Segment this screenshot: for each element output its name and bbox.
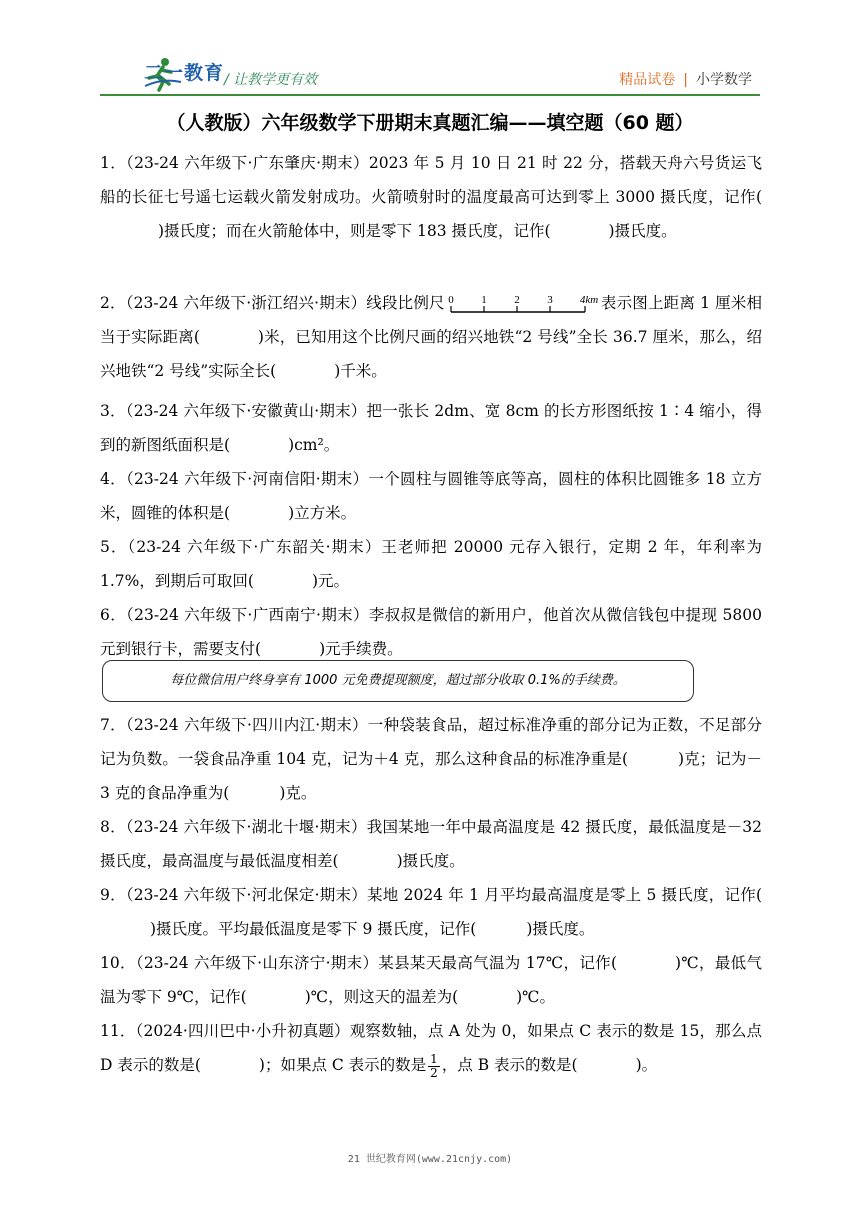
q7-text-b: )克；记为－3 克的食品净重为( <box>100 750 762 802</box>
q9-text-a: 9．（23-24 六年级下·河北保定·期末）某地 2024 年 1 月平均最高温度是零上 5 摄氏度，记作( <box>100 886 762 904</box>
q10-text-a: 10．（23-24 六年级下·山东济宁·期末）某县某天最高气温为 17℃，记作( <box>100 954 618 972</box>
question-7 <box>100 708 762 810</box>
scale-label: 0 <box>447 294 454 306</box>
q4-text-a: 4．（23-24 六年级下·河南信阳·期末）一个圆柱与圆锥等底等高，圆柱的体积比圆锥多 18 立方米，圆锥的体积是( <box>100 470 762 522</box>
question-1 <box>100 146 762 248</box>
slogan: / 让教学更有效 <box>224 72 318 88</box>
page-title: （人教版）六年级数学下册期末真题汇编——填空题（60 题） <box>166 112 694 134</box>
q7-text-a: 7．（23-24 六年级下·四川内江·期末）一种袋装食品，超过标准净重的部分记为正数，不足部分记为负数。一袋食品净重 104 克，记为＋4 克，那么这种食品的标准净重是( <box>100 716 762 768</box>
header-separator: | <box>683 72 688 88</box>
fraction-numerator: 1 <box>430 1051 438 1066</box>
q10-text-b: )℃，最低气温为零下 9℃，记作( <box>100 954 762 1006</box>
scale-bar-diagram <box>445 292 601 316</box>
question-8 <box>100 810 762 878</box>
q8-text-b: )摄氏度。 <box>396 852 465 870</box>
q2-text-d: )千米。 <box>334 362 387 380</box>
question-3 <box>100 394 762 462</box>
question-5 <box>100 530 762 598</box>
q11-text-c: ，点 B 表示的数是( <box>441 1056 578 1074</box>
question-4 <box>100 462 762 530</box>
q6-text-b: )元手续费。 <box>319 640 403 658</box>
q1-text-c: )摄氏度。 <box>608 222 677 240</box>
question-6 <box>100 598 762 666</box>
q2-text-a: 2．（23-24 六年级下·浙江绍兴·期末）线段比例尺 <box>100 294 445 312</box>
scale-label: 1 <box>480 294 487 306</box>
question-2 <box>100 286 762 388</box>
q9-text-c: )摄氏度。 <box>526 920 595 938</box>
q5-text-a: 5．（23-24 六年级下·广东韶关·期末）王老师把 20000 元存入银行，定期 2 年，年利率为 1.7%，到期后可取回( <box>100 538 762 590</box>
q6-text-a: 6．（23-24 六年级下·广西南宁·期末）李叔叔是微信的新用户，他首次从微信钱包中提现 5800 元到银行卡，需要支付( <box>100 606 762 658</box>
scale-label: 2 <box>513 294 520 306</box>
q4-text-b: )立方米。 <box>288 504 357 522</box>
header-divider <box>100 94 760 96</box>
q11-text-b: )；如果点 C 表示的数是 <box>258 1056 427 1074</box>
header-labels <box>619 69 752 89</box>
q2-text-c: )米，已知用这个比例尺画的绍兴地铁“2 号线”全长 36.7 厘米，那么，绍兴地铁“2 号线”实际全长( <box>100 328 762 380</box>
logo-text: 二一教育 <box>144 62 225 84</box>
q1-text-b: )摄氏度；而在火箭舱体中，则是零下 183 摄氏度，记作( <box>158 222 551 240</box>
q9-text-b: )摄氏度。平均最低温度是零下 9 摄氏度，记作( <box>150 920 477 938</box>
q3-text-a: 3．（23-24 六年级下·安徽黄山·期末）把一张长 2dm、宽 8cm 的长方形图纸按 1∶4 缩小，得到的新图纸面积是( <box>100 402 762 454</box>
page-footer: 21 世纪教育网(www.21cnjy.com) <box>347 1154 513 1165</box>
fraction-one-half <box>428 1053 440 1080</box>
q1-text-a: 1．（23-24 六年级下·广东肇庆·期末）2023 年 5 月 10 日 21 时 22 分，搭载天舟六号货运飞船的长征七号遥七运载火箭发射成功。火箭喷射时的温度最高可达到零上 3000 摄氏度，记作( <box>100 154 762 206</box>
q5-text-b: )元。 <box>311 572 349 590</box>
q11-text-d: )。 <box>635 1056 658 1074</box>
q2-text-b: 表示图上距离 1 厘米相当于实际距离( <box>100 294 763 346</box>
q10-text-d: )℃。 <box>516 988 556 1006</box>
question-9 <box>100 878 762 946</box>
scale-label: 4km <box>579 294 598 306</box>
q3-text-b: )cm²。 <box>288 436 340 454</box>
question-11 <box>100 1014 762 1082</box>
header-label-premium: 精品试卷 <box>619 72 676 88</box>
fraction-denominator: 2 <box>430 1065 438 1080</box>
fee-notice-box: 每位微信用户终身享有 1000 元免费提现额度，超过部分收取 0.1%的手续费。 <box>102 660 694 702</box>
scale-label: 3 <box>546 294 553 306</box>
q7-text-c: )克。 <box>279 784 317 802</box>
q11-text-a: 11．（2024·四川巴中·小升初真题）观察数轴，点 A 处为 0，如果点 C 表示的数是 15，那么点 D 表示的数是( <box>100 1022 762 1074</box>
header-label-subject: 小学数学 <box>696 72 752 88</box>
q10-text-c: )℃，则这天的温差为( <box>304 988 459 1006</box>
page-header <box>0 0 860 98</box>
q8-text-a: 8．（23-24 六年级下·湖北十堰·期末）我国某地一年中最高温度是 42 摄氏度，最低温度是－32 摄氏度，最高温度与最低温度相差( <box>100 818 762 870</box>
question-10 <box>100 946 762 1014</box>
